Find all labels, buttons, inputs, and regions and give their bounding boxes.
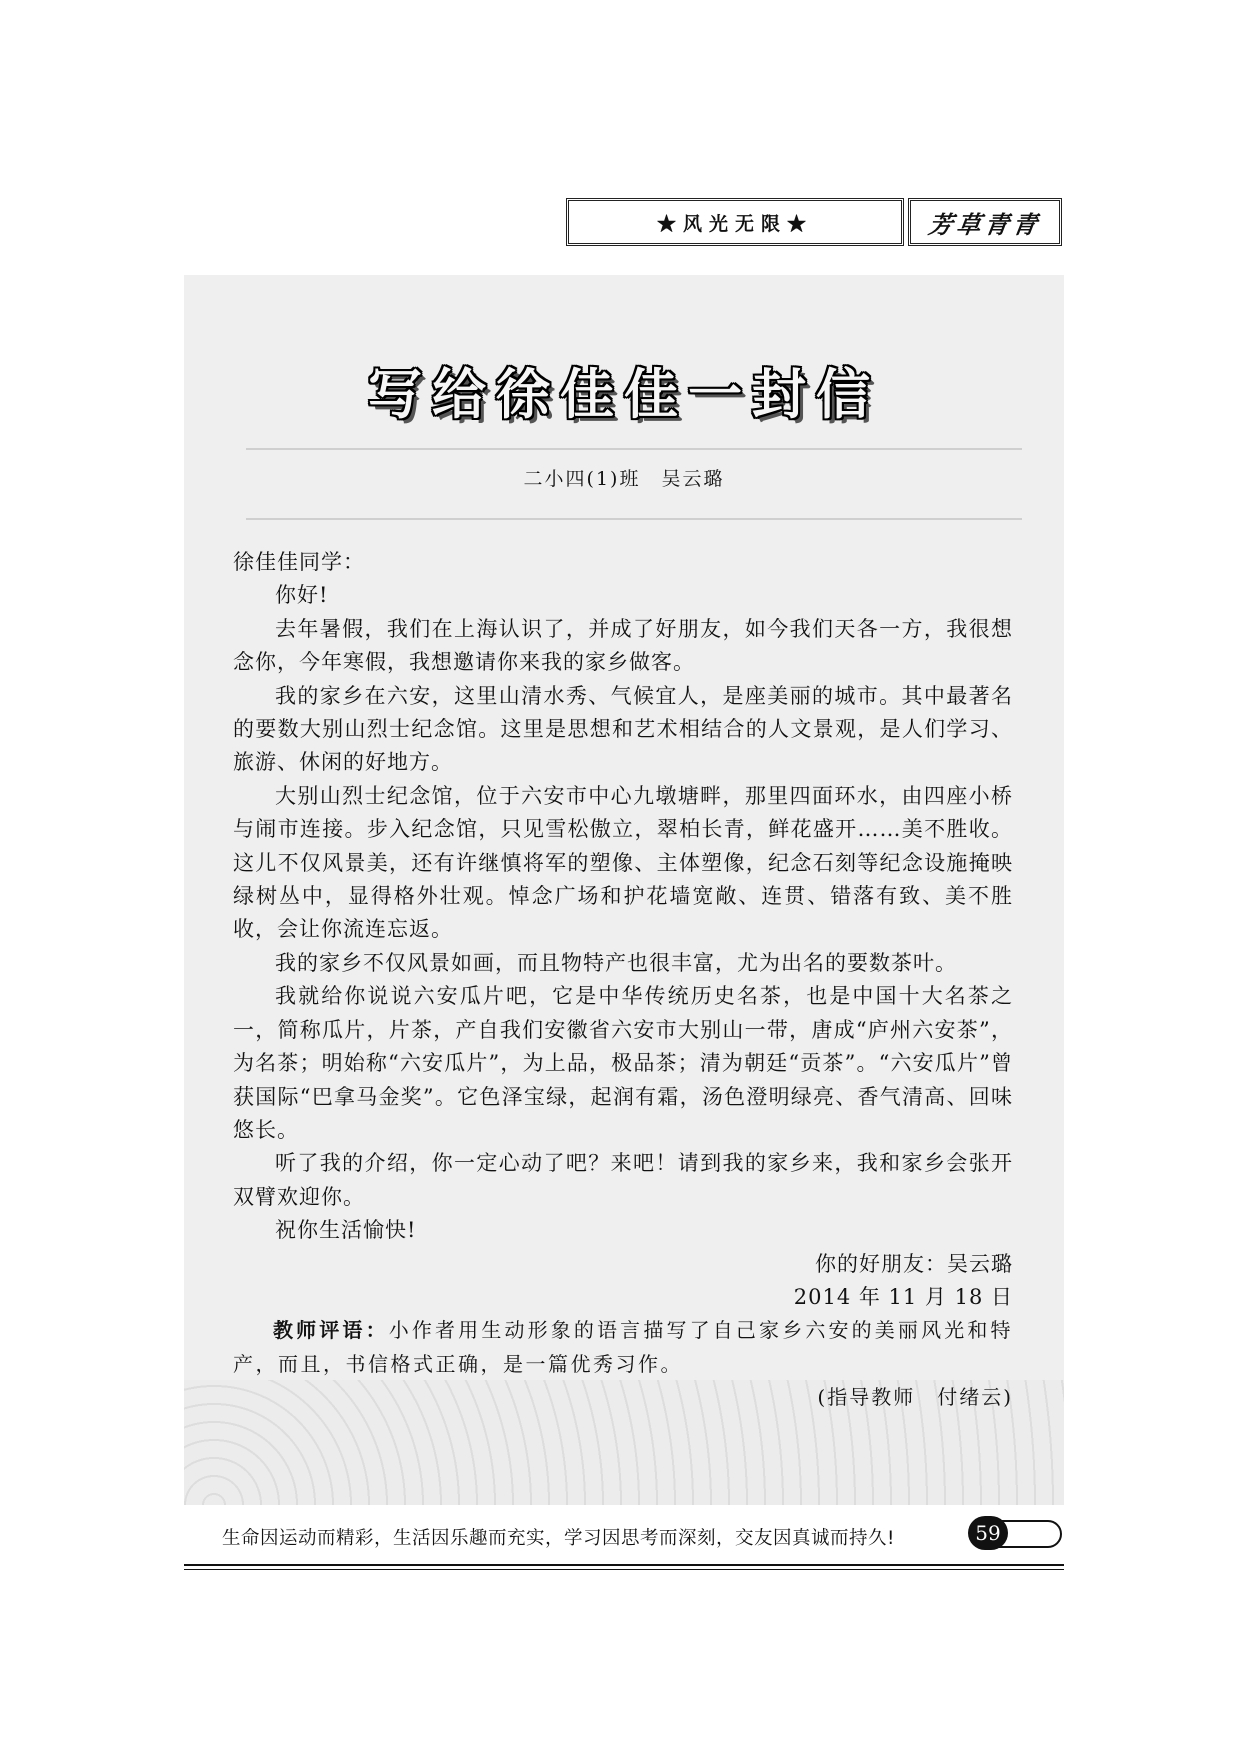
comment-label: 教师评语： [273, 1318, 389, 1343]
paragraph: 我就给你说说六安瓜片吧，它是中华传统历史名茶，也是中国十大名茶之一，简称瓜片，片茶，产自我们安徽省六安市大别山一带，唐成“庐州六安茶”，为名茶；明始称“六安瓜片”，为上品，极品茶；清为朝廷“贡茶”。“六安瓜片”曾获国际“巴拿马金奖”。它色泽宝绿，起润有霜，汤色澄明绿亮、香气清高、回味悠长。 [233, 984, 1013, 1142]
signature: 你的好朋友：吴云璐 [815, 1251, 1013, 1276]
comment-text: 小作者用生动形象的语言描写了自己家乡六安的美丽风光和特产，而且，书信格式正确，是一篇优秀习作。 [233, 1318, 1014, 1376]
paragraph: 去年暑假，我们在上海认识了，并成了好朋友，如今我们天各一方，我很想念你，今年寒假，我想邀请你来我的家乡做客。 [233, 616, 1013, 675]
paragraph: 我的家乡在六安，这里山清水秀、气候宜人，是座美丽的城市。其中最著名的要数大别山烈士纪念馆。这里是思想和艺术相结合的人文景观，是人们学习、旅游、休闲的好地方。 [233, 683, 1013, 775]
page-number: 59 [968, 1516, 1008, 1550]
column-header [908, 198, 1062, 246]
divider [246, 518, 1022, 520]
divider [246, 448, 1022, 450]
paragraph: 我的家乡不仅风景如画，而且物特产也很丰富，尤为出名的要数茶叶。 [275, 950, 957, 975]
paragraph: 你好! [275, 583, 329, 608]
footer-slogan: 生命因运动而精彩，生活因乐趣而充实，学习因思考而深刻，交友因真诚而持久! [222, 1528, 895, 1549]
section-label: ★风光无限★ [656, 212, 813, 235]
teacher-comment [233, 1314, 1013, 1381]
article-title: 写给徐佳佳一封信 [368, 363, 880, 426]
footer-rule [184, 1569, 1064, 1570]
article-author: 二小四(1)班 吴云璐 [523, 468, 725, 490]
article-body [233, 546, 1013, 1415]
paragraph: 听了我的介绍，你一定心动了吧？来吧！请到我的家乡来，我和家乡会张开双臂欢迎你。 [233, 1151, 1013, 1209]
paragraph: 祝你生活愉快! [275, 1218, 417, 1243]
column-label: 芳草青青 [926, 209, 1043, 239]
section-header [566, 198, 904, 246]
letter-date: 2014 年 11 月 18 日 [793, 1284, 1013, 1309]
paragraph: 大别山烈士纪念馆，位于六安市中心九墩塘畔，那里四面环水，由四座小桥与闹市连接。步入纪念馆，只见雪松傲立，翠柏长青，鲜花盛开……美不胜收。这儿不仅风景美，还有许继慎将军的塑像、主体塑像，纪念石刻等纪念设施掩映绿树丛中，显得格外壮观。悼念广场和护花墙宽敞、连贯、错落有致、美不胜收，会让你流连忘返。 [233, 783, 1013, 942]
salutation: 徐佳佳同学： [233, 550, 365, 574]
footer-rule [184, 1564, 1064, 1566]
teacher-name: (指导教师 付绪云) [817, 1385, 1013, 1410]
